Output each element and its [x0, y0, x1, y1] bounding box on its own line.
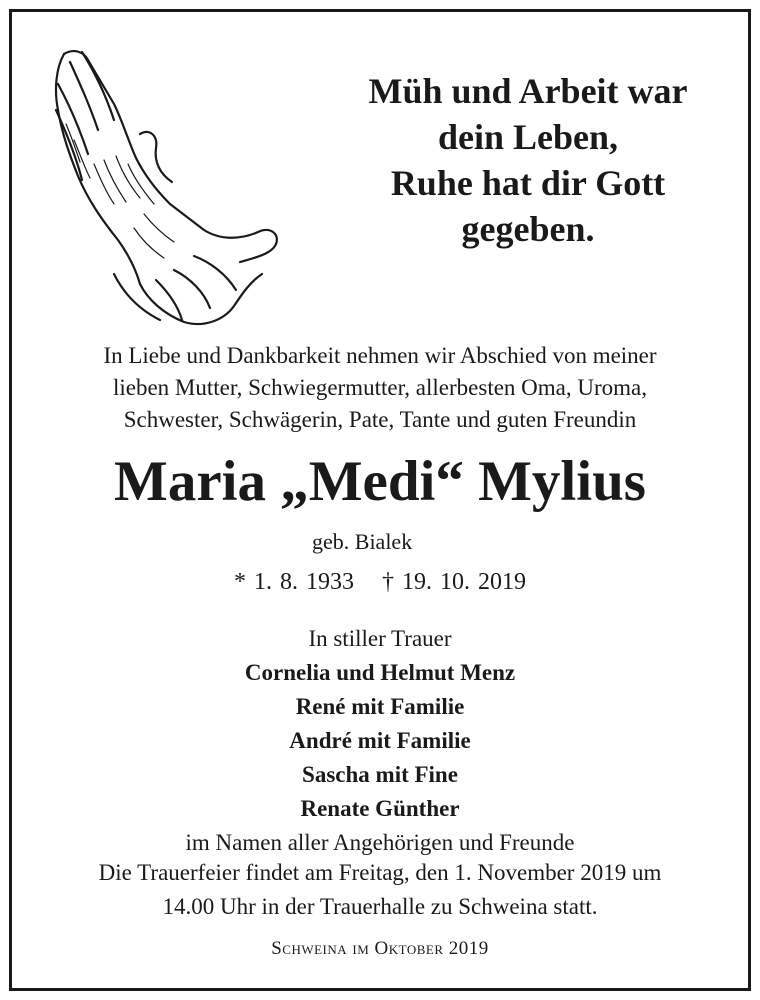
mourners-intro: In stiller Trauer: [308, 626, 452, 651]
mourner-name: Renate Günther: [300, 796, 460, 821]
death-date: † 19. 10. 2019: [382, 569, 526, 595]
praying-hands-icon: [44, 44, 284, 334]
funeral-info: [20, 856, 740, 924]
mourner-name: René mit Familie: [295, 694, 465, 719]
mourner-name: Sascha mit Fine: [302, 762, 458, 787]
life-dates: [0, 566, 760, 598]
maiden-name: geb. Bialek: [312, 529, 413, 554]
motto-line: gegeben.: [461, 209, 595, 249]
motto-line: dein Leben,: [437, 117, 619, 157]
intro-line: In Liebe und Dankbarkeit nehmen wir Abschied von meiner: [103, 343, 657, 368]
intro-line: lieben Mutter, Schwiegermutter, allerbesten Oma, Uroma,: [112, 375, 647, 400]
mourner-name: André mit Familie: [289, 728, 471, 753]
mourner-name: Cornelia und Helmut Menz: [244, 660, 516, 685]
motto-verse: [318, 68, 738, 252]
motto-line: Ruhe hat dir Gott: [390, 163, 666, 203]
motto-line: Müh und Arbeit war: [368, 71, 688, 111]
farewell-text: [20, 340, 740, 436]
place-and-date: Schweina im Oktober 2019: [271, 938, 489, 959]
intro-line: Schwester, Schwägerin, Pate, Tante und guten Freundin: [123, 407, 637, 432]
funeral-line: Die Trauerfeier findet am Freitag, den 1. November 2019 um: [98, 860, 662, 885]
deceased-name: Maria „Medi“ Mylius: [114, 450, 646, 513]
birth-date: * 1. 8. 1933: [234, 569, 354, 595]
mourners-list: [0, 622, 760, 860]
funeral-line: 14.00 Uhr in der Trauerhalle zu Schweina statt.: [162, 894, 598, 919]
mourners-closing: im Namen aller Angehörigen und Freunde: [185, 830, 575, 855]
